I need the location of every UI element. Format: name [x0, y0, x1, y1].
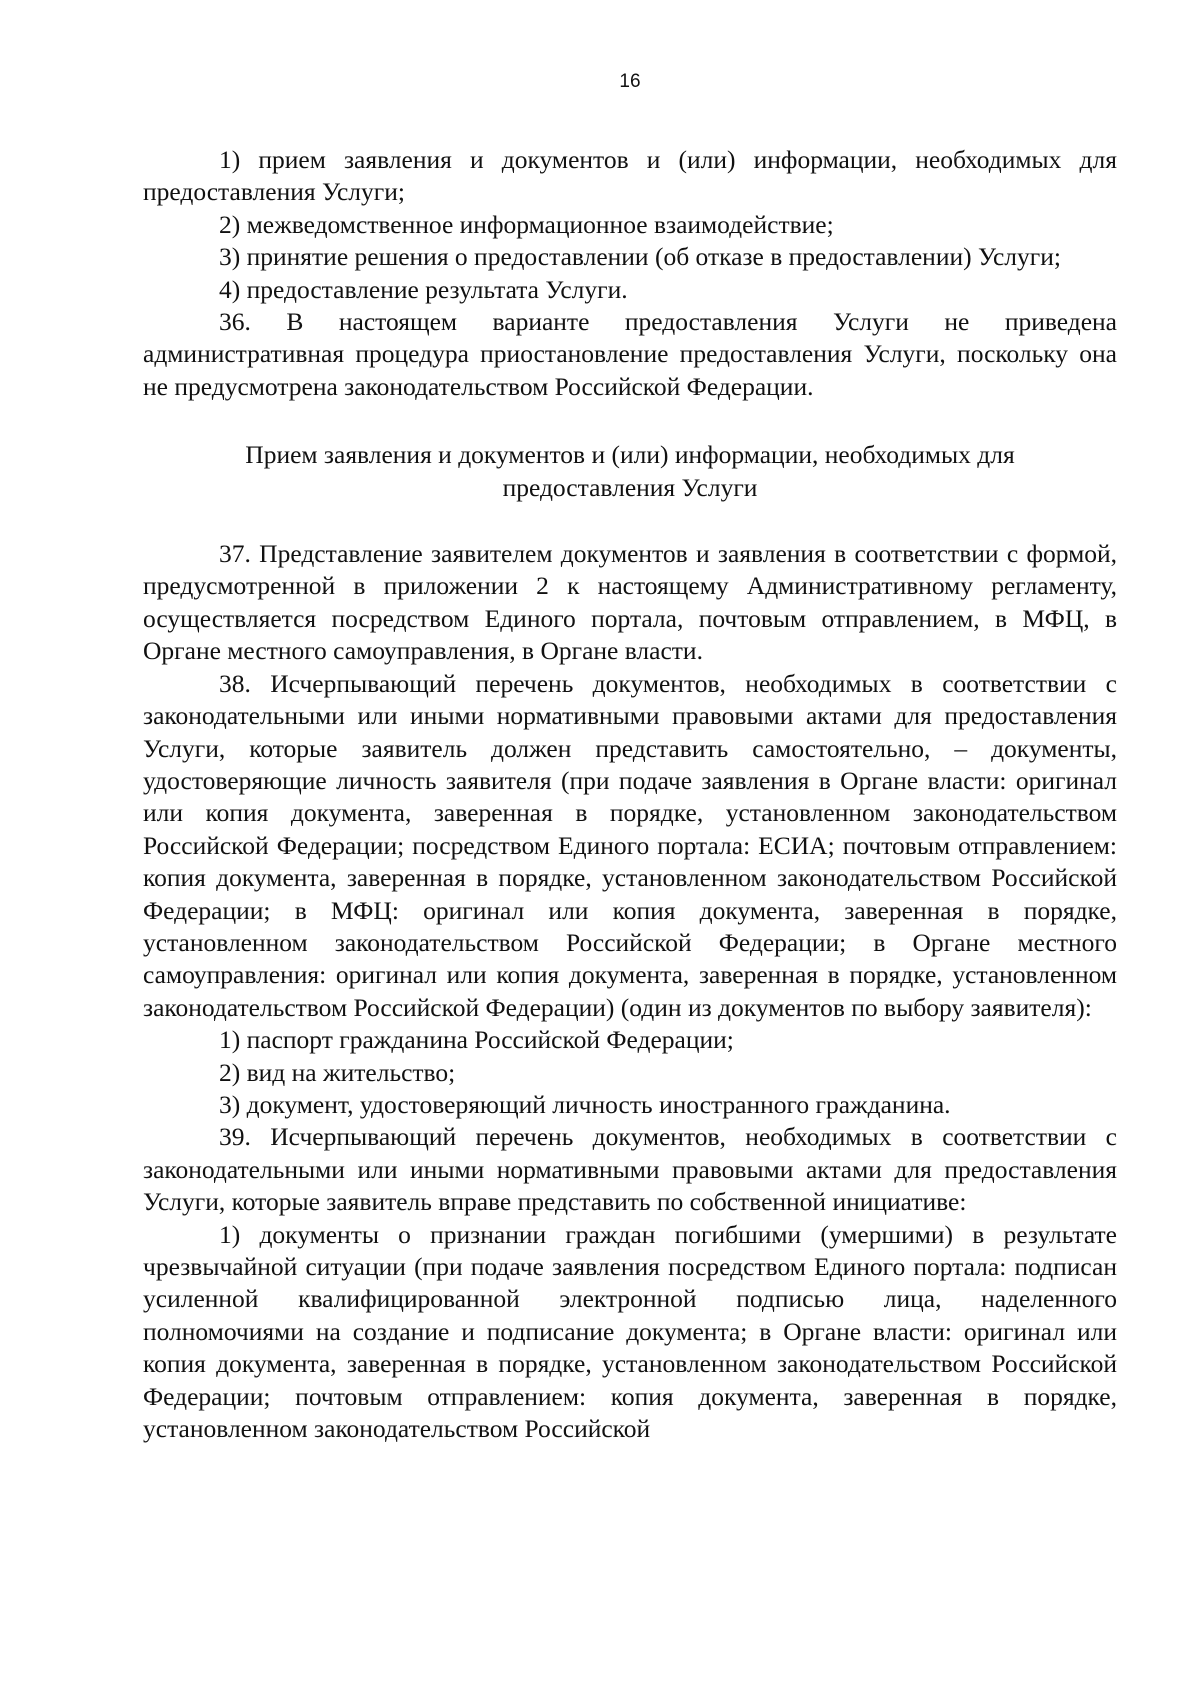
paragraph-36: 36. В настоящем варианте предоставления Услуги не приведена административная процедура приостановление предоставления Услуги, поскольку она не предусмотрена законодательством Российской Федерации.: [143, 307, 1117, 401]
list-item-foreign-id: 3) документ, удостоверяющий личность иностранного гражданина.: [219, 1089, 951, 1119]
section-heading: Прием заявления и документов и (или) информации, необходимых для предоставления Услуги: [245, 440, 1015, 502]
list-item-death-documents: 1) документы о признании граждан погибшими (умершими) в результате чрезвычайной ситуации (при подаче заявления посредством Единого портала: подписан усиленной квалифицированной электронной подписью лица, наделенного полномочиями на создание и подписание документа; в Органе власти: оригинал или копия документа, заверенная в порядке, установленном законодательством Российской Федерации; почтовым отправлением: копия документа, заверенная в порядке, установленном законодательством Российской: [143, 1219, 1117, 1444]
list-item-stage-3: 3) принятие решения о предоставлении (об отказе в предоставлении) Услуги;: [219, 242, 1061, 272]
page-number: 16: [619, 71, 641, 92]
list-item-stage-1: 1) прием заявления и документов и (или) информации, необходимых для предоставления Услуги;: [143, 145, 1117, 207]
paragraph-39: 39. Исчерпывающий перечень документов, необходимых в соответствии с законодательными или иными нормативными правовыми актами для предоставления Услуги, которые заявитель вправе представить по собственной инициативе:: [143, 1122, 1117, 1217]
list-item-residence-permit: 2) вид на жительство;: [219, 1057, 456, 1087]
list-item-stage-4: 4) предоставление результата Услуги.: [219, 274, 628, 304]
paragraph-37: 37. Представление заявителем документов и заявления в соответствии с формой, предусмотренной в приложении 2 к настоящему Административному регламенту, осуществляется посредством Единого портала, почтовым отправлением, в МФЦ, в Органе местного самоуправления, в Органе власти.: [143, 539, 1117, 666]
list-item-stage-2: 2) межведомственное информационное взаимодействие;: [219, 209, 834, 239]
document-page: [143, 70, 1117, 1670]
paragraph-38: 38. Исчерпывающий перечень документов, необходимых в соответствии с законодательными или иными нормативными правовыми актами для предоставления Услуги, которые заявитель должен представить самостоятельно, – документы, удостоверяющие личность заявителя (при подаче заявления в Органе власти: оригинал или копия документа, заверенная в порядке, установленном законодательством Российской Федерации; посредством Единого портала: ЕСИА; почтовым отправлением: копия документа, заверенная в порядке, установленном законодательством Российской Федерации; в МФЦ: оригинал или копия документа, заверенная в порядке, установленном законодательством Российской Федерации; в Органе местного самоуправления: оригинал или копия документа, заверенная в порядке, установленном законодательством Российской Федерации) (один из документов по выбору заявителя):: [143, 668, 1117, 1022]
list-item-passport: 1) паспорт гражданина Российской Федерации;: [219, 1025, 734, 1055]
